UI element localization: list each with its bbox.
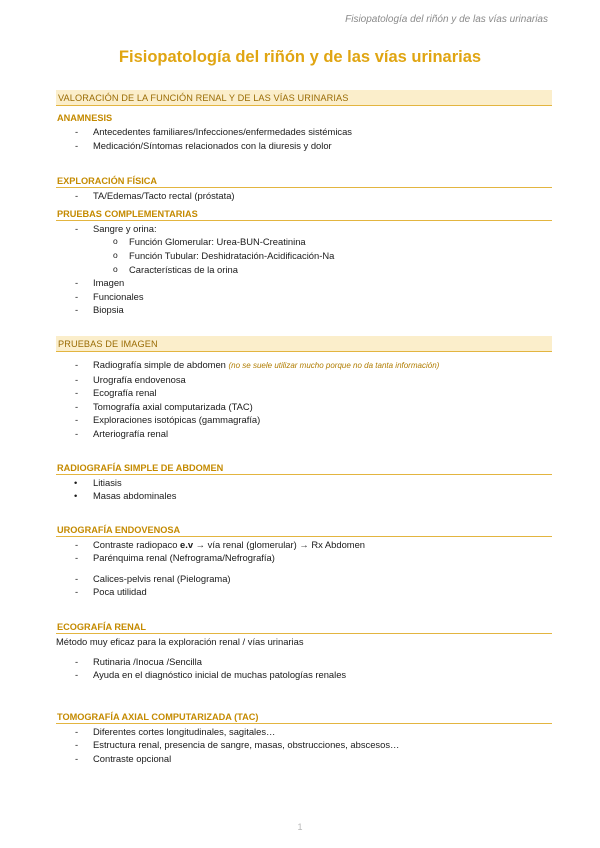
list-item: • Masas abdominales [56, 489, 552, 503]
ecografia-text: Método muy eficaz para la exploración renal / vías urinarias [56, 636, 304, 648]
heading-exploracion: EXPLORACIÓN FÍSICA [56, 176, 552, 188]
document-title: Fisiopatología del riñón y de las vías urinarias [118, 48, 482, 66]
list-item: - Ecografía renal [56, 386, 552, 400]
urografia-item1-post: → vía renal (glomerular) → Rx Abdomen [193, 538, 366, 550]
list-item: - Estructura renal, presencia de sangre, masas, obstrucciones, abscesos… [56, 738, 552, 752]
list-item: - Exploraciones isotópicas (gammagrafía) [56, 413, 552, 427]
sub-item: o Función Tubular: Deshidratación-Acidificación-Na [93, 249, 552, 263]
section-band-imagen: PRUEBAS DE IMAGEN [56, 336, 552, 352]
sub-item: o Función Glomerular: Urea-BUN-Creatinina [93, 235, 552, 249]
page-number: 1 [297, 822, 303, 832]
heading-ecografia: ECOGRAFÍA RENAL [56, 622, 552, 634]
list-item: - Medicación/Síntomas relacionados con la diuresis y dolor [56, 139, 552, 153]
list-item [56, 222, 552, 276]
list-item: - Funcionales [56, 290, 552, 304]
section-band-valoracion: VALORACIÓN DE LA FUNCIÓN RENAL Y DE LAS VÍAS URINARIAS [56, 90, 552, 106]
heading-pruebas: PRUEBAS COMPLEMENTARIAS [56, 209, 552, 221]
list-item: - Antecedentes familiares/Infecciones/enfermedades sistémicas [56, 125, 552, 139]
list-item: - Diferentes cortes longitudinales, sagitales… [56, 725, 552, 739]
list-item: - Rutinaria /Inocua /Sencilla [56, 655, 552, 669]
list-imagen [56, 358, 552, 441]
sub-item: o Características de la orina [93, 263, 552, 277]
list-tac [56, 725, 552, 766]
list-radiografia [56, 476, 552, 503]
sangre-label: Sangre y orina: [93, 222, 157, 234]
list-item: - Biopsia [56, 303, 552, 317]
running-header: Fisiopatología del riñón y de las vías urinarias [345, 14, 548, 25]
imagen-note: (no se suele utilizar mucho porque no da tanta información) [228, 360, 440, 370]
heading-anamnesis: ANAMNESIS [57, 113, 113, 123]
heading-radiografia: RADIOGRAFÍA SIMPLE DE ABDOMEN [56, 463, 552, 475]
list-item: - Imagen [56, 276, 552, 290]
list-exploracion [56, 189, 552, 203]
urografia-item1-bold: e.v [180, 538, 194, 550]
list-item: - Calices-pelvis renal (Pielograma) [56, 572, 552, 586]
list-item: - Poca utilidad [56, 585, 552, 599]
document-body [56, 90, 552, 766]
list-anamnesis [56, 125, 552, 152]
imagen-first: Radiografía simple de abdomen [93, 358, 226, 370]
list-item: - TA/Edemas/Tacto rectal (próstata) [56, 189, 552, 203]
heading-urografia: UROGRAFÍA ENDOVENOSA [56, 525, 552, 537]
list-urografia [56, 538, 552, 599]
list-ecografia [56, 655, 552, 682]
list-item: - Parénquima renal (Nefrograma/Nefrografía) [56, 551, 552, 565]
heading-tac: TOMOGRAFÍA AXIAL COMPUTARIZADA (TAC) [56, 712, 552, 724]
sublist-sangre [93, 235, 552, 276]
list-item: • Litiasis [56, 476, 552, 490]
list-item: - Ayuda en el diagnóstico inicial de muchas patologías renales [56, 668, 552, 682]
urografia-item1-pre: Contraste radiopaco [93, 538, 181, 550]
list-item: - Arteriografía renal [56, 427, 552, 441]
list-item: - Tomografía axial computarizada (TAC) [56, 400, 552, 414]
list-item: - Contraste opcional [56, 752, 552, 766]
list-item: - Urografía endovenosa [56, 373, 552, 387]
list-item [56, 538, 552, 552]
list-pruebas [56, 222, 552, 317]
list-item [56, 358, 552, 373]
